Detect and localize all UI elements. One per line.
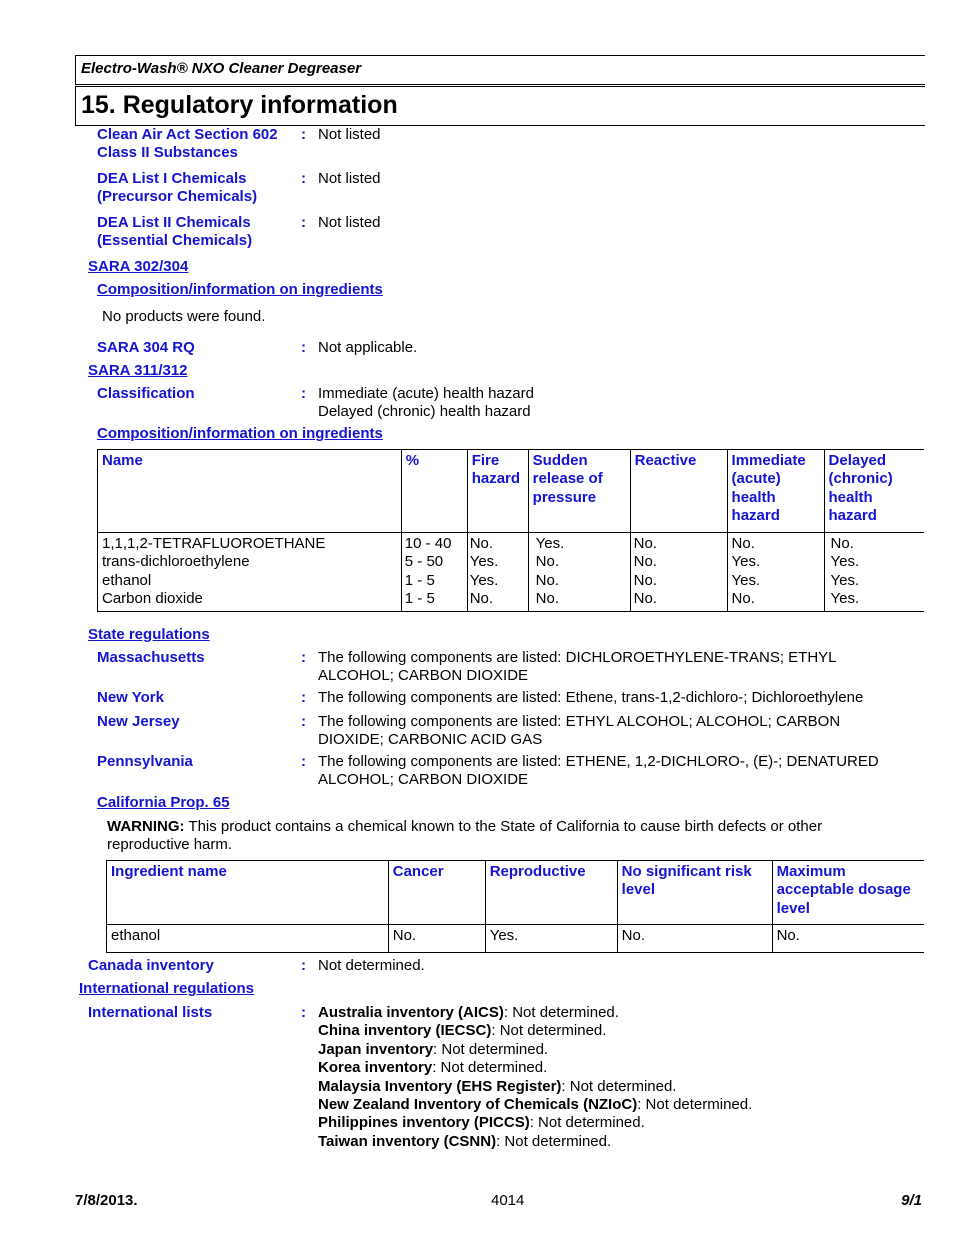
dea-list-2-value: Not listed <box>318 214 381 231</box>
col-fire-hazard: Fire hazard <box>467 450 528 533</box>
colon: : <box>301 126 306 143</box>
massachusetts-value: The following components are listed: DICHLOROETHYLENE-TRANS; ETHYL ALCOHOL; CARBON DIOXIDE <box>318 649 837 685</box>
classification-values: Immediate (acute) health hazard Delayed (chronic) health hazard <box>318 385 534 421</box>
colon: : <box>301 713 306 730</box>
sara-302-heading[interactable]: SARA 302/304 <box>88 258 189 275</box>
prop-65-warning: WARNING: This product contains a chemical known to the State of California to cause birth defects or other reproductive harm. <box>107 818 823 854</box>
cell-ingredient: ethanol <box>107 925 389 953</box>
cell-percent: 10 - 40 5 - 50 1 - 5 1 - 5 <box>401 533 467 612</box>
colon: : <box>301 689 306 706</box>
cell-delayed: No. Yes. Yes. Yes. <box>824 533 924 612</box>
cell-immediate: No. Yes. Yes. No. <box>727 533 824 612</box>
prop-65-heading[interactable]: California Prop. 65 <box>97 794 230 811</box>
list-item: Philippines inventory (PICCS): Not determined. <box>318 1114 645 1132</box>
table-header-row <box>107 861 925 925</box>
col-immediate-hazard: Immediate (acute) health hazard <box>727 450 824 533</box>
list-item: Japan inventory: Not determined. <box>318 1040 549 1058</box>
cell-fire: No. Yes. Yes. No. <box>467 533 528 612</box>
cell-no-significant-risk: No. <box>617 925 772 953</box>
pennsylvania-value: The following components are listed: ETHENE, 1,2-DICHLORO-, (E)-; DENATURED ALCOHOL; CARBON DIOXIDE <box>318 753 879 789</box>
cell-sudden: Yes. No. No. No. <box>528 533 630 612</box>
state-regulations-heading[interactable]: State regulations <box>88 626 210 643</box>
colon: : <box>301 649 306 666</box>
footer-date: 7/8/2013. <box>75 1192 138 1209</box>
col-ingredient-name: Ingredient name <box>107 861 389 925</box>
colon: : <box>301 214 306 231</box>
col-reactive: Reactive <box>630 450 727 533</box>
sara-311-heading[interactable]: SARA 311/312 <box>88 362 188 379</box>
international-lists-label: International lists <box>88 1004 213 1021</box>
col-cancer: Cancer <box>388 861 485 925</box>
colon: : <box>301 385 306 402</box>
product-name: Electro-Wash® NXO Cleaner Degreaser <box>81 60 362 77</box>
list-item: Taiwan inventory (CSNN): Not determined. <box>318 1132 612 1150</box>
colon: : <box>301 170 306 187</box>
footer-page: 9/1 <box>901 1192 922 1209</box>
massachusetts-label: Massachusetts <box>97 649 205 666</box>
new-jersey-label: New Jersey <box>97 713 180 730</box>
colon: : <box>301 339 306 356</box>
sara-304-rq-label: SARA 304 RQ <box>97 339 195 356</box>
sara-302-composition-heading[interactable]: Composition/information on ingredients <box>97 281 383 298</box>
col-max-dosage: Maximum acceptable dosage level <box>772 861 924 925</box>
list-item: New Zealand Inventory of Chemicals (NZIoC): Not determined. <box>318 1096 753 1114</box>
list-item: China inventory (IECSC): Not determined. <box>318 1022 607 1040</box>
new-york-value: The following components are listed: Ethene, trans-1,2-dichloro-; Dichloroethylene <box>318 689 864 706</box>
colon: : <box>301 1004 306 1021</box>
cell-max-dosage: No. <box>772 925 924 953</box>
no-products-text: No products were found. <box>102 308 266 325</box>
cell-names: 1,1,1,2-TETRAFLUOROETHANE trans-dichloroethylene ethanol Carbon dioxide <box>98 533 402 612</box>
cell-reproductive: Yes. <box>485 925 617 953</box>
col-reproductive: Reproductive <box>485 861 617 925</box>
canada-inventory-label: Canada inventory <box>88 957 214 974</box>
dea-list-2-label: DEA List II Chemicals (Essential Chemicals) <box>97 214 253 250</box>
product-header <box>75 55 925 85</box>
section-title: 15. Regulatory information <box>81 91 398 119</box>
footer-code: 4014 <box>491 1192 525 1209</box>
classification-label: Classification <box>97 385 195 402</box>
canada-inventory-value: Not determined. <box>318 957 425 974</box>
sara-311-table <box>97 449 924 612</box>
sara-311-composition-heading[interactable]: Composition/information on ingredients <box>97 425 383 442</box>
colon: : <box>301 957 306 974</box>
col-sudden-release: Sudden release of pressure <box>528 450 630 533</box>
prop-65-table <box>106 860 924 953</box>
clean-air-act-label: Clean Air Act Section 602 Class II Substances <box>97 126 278 162</box>
col-no-significant-risk: No significant risk level <box>617 861 772 925</box>
new-york-label: New York <box>97 689 164 706</box>
dea-list-1-value: Not listed <box>318 170 381 187</box>
cell-cancer: No. <box>388 925 485 953</box>
col-name: Name <box>98 450 402 533</box>
table-header-row <box>98 450 925 533</box>
colon: : <box>301 753 306 770</box>
list-item: Malaysia Inventory (EHS Register): Not determined. <box>318 1077 677 1095</box>
cell-reactive: No. No. No. No. <box>630 533 727 612</box>
section-header <box>75 86 925 126</box>
dea-list-1-label: DEA List I Chemicals (Precursor Chemicals) <box>97 170 258 206</box>
sara-304-rq-value: Not applicable. <box>318 339 418 356</box>
new-jersey-value: The following components are listed: ETHYL ALCOHOL; ALCOHOL; CARBON DIOXIDE; CARBONIC ACID GAS <box>318 713 841 749</box>
table-row <box>98 533 925 612</box>
list-item: Australia inventory (AICS): Not determined. <box>318 1004 619 1021</box>
clean-air-act-value: Not listed <box>318 126 381 143</box>
pennsylvania-label: Pennsylvania <box>97 753 193 770</box>
international-lists-values <box>318 1004 752 1151</box>
table-row <box>107 925 925 953</box>
col-delayed-hazard: Delayed (chronic) health hazard <box>824 450 924 533</box>
list-item: Korea inventory: Not determined. <box>318 1059 548 1077</box>
col-percent: % <box>401 450 467 533</box>
international-regulations-heading[interactable]: International regulations <box>79 980 255 997</box>
